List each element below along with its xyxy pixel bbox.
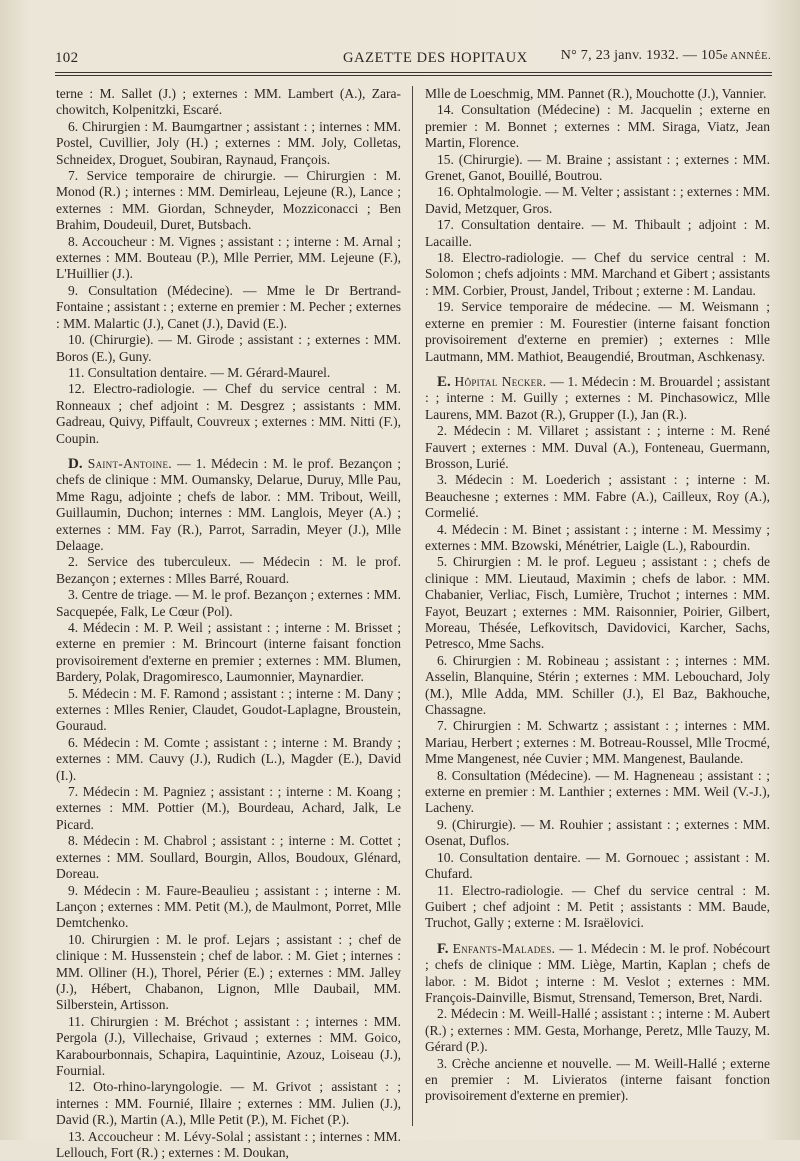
paragraph: 15. (Chirurgie). — M. Braine ; assistant : ; externes : MM. Grenet, Ganot, Bouillé, Boutrou. [425, 151, 770, 184]
paragraph: 12. Oto-rhino-laryngologie. — M. Grivot ; assistant : ; internes : MM. Fournié, Illaire ; externes : MM. Julien (J.), David (R.), Martin (A.), Mlle Petit (P.), M. Fichet (P.). [56, 1079, 401, 1128]
paragraph: 2. Service des tuberculeux. — Médecin : M. le prof. Bezançon ; externes : Mlles Barré, Rouard. [56, 554, 401, 586]
paragraph: 10. Consultation dentaire. — M. Gornouec ; assistant : M. Chufard. [425, 849, 770, 882]
section-letter: F. [437, 940, 449, 957]
paragraph: terne : M. Sallet (J.) ; externes : MM. Lambert (A.), Zara-chowitch, Kolpenitzki, Escaré. [56, 86, 401, 118]
hospital-name: Saint-Antoine. [87, 455, 172, 471]
paragraph: 12. Electro-radiologie. — Chef du service central : M. Ronneaux ; chef adjoint : M. Desgrez ; assistants : MM. Gadreau, Quivy, Piffault, Couvreux ; externes : MM. Nitti (F.), Coupin. [56, 381, 401, 446]
issue-year-suffix: e ANNÉE. [722, 51, 771, 62]
issue-date: N° 7, 23 janv. 1932. — 105 [560, 48, 723, 63]
paragraph: 13. Accoucheur : M. Lévy-Solal ; assistant : ; internes : MM. Lellouch, Fort (R.) ; externes : M. Doukan, [56, 1128, 401, 1160]
paragraph: 4. Médecin : M. Binet ; assistant : ; interne : M. Messimy ; externes : MM. Bzowski, Ménétrier, Laigle (L.), Rabourdin. [425, 521, 770, 553]
paragraph: Mlle de Loeschmig, MM. Pannet (R.), Mouchotte (J.), Vannier. [425, 86, 767, 101]
paragraph: 9. (Chirurgie). — M. Rouhier ; assistant : ; externes : MM. Osenat, Duflos. [425, 816, 770, 849]
section-text: — 1. Médecin : M. le prof. Nobécourt ; chefs de clinique : MM. Liège, Martin, Kaplan ; chefs de labor. : M. Bidot ; interne : M. Veslot ; externes : MM. François-Dainville, Bismut, Strensand, Temerson, Bret, Nardi. [425, 940, 771, 1005]
header-rule-bottom [55, 75, 772, 76]
section-letter: D. [68, 455, 83, 472]
paragraph: 3. Crèche ancienne et nouvelle. — M. Weill-Hallé ; externe en premier : M. Livieratos (interne faisant fonction provisoirement d'externe en premier). [425, 1055, 770, 1104]
page-header [55, 44, 771, 66]
section-d [56, 456, 401, 554]
paragraph: 18. Electro-radiologie. — Chef du service central : M. Solomon ; chefs adjoints : MM. Marchand et Gibert ; assistants : MM. Corbier, Proust, Jandel, Tribout ; externe : M. Landau. [425, 250, 770, 298]
paragraph: 9. Médecin : M. Faure-Beaulieu ; assistant : ; interne : M. Lançon ; externes : MM. Petit (M.), de Maulmont, Porret, Mlle Demtchenko. [56, 882, 401, 931]
paragraph: 5. Médecin : M. F. Ramond ; assistant : ; interne : M. Dany ; externes : Mlles Renier, Claudet, Goudot-Laplagne, Broustein, Gouraud. [56, 685, 401, 734]
paragraph: 11. Consultation dentaire. — M. Gérard-Maurel. [68, 364, 331, 380]
hospital-name: Enfants-Malades. [452, 940, 556, 956]
paragraph: 11. Electro-radiologie. — Chef du service central : M. Guibert ; chef adjoint : M. Petit ; assistants : MM. Baude, Truchot, Gally ; externe : M. Israëlovici. [425, 882, 770, 931]
paragraph: 9. Consultation (Médecine). — Mme le Dr Bertrand-Fontaine ; assistant : ; externe en premier : M. Pecher ; externes : MM. Malartic (J.), Canet (J.), David (E.). [56, 282, 401, 331]
hospital-name: Hôpital Necker. [454, 373, 547, 389]
page-number: 102 [55, 50, 79, 66]
right-column [425, 86, 770, 1105]
section-e [425, 374, 770, 423]
paragraph: 6. Chirurgien : M. Baumgartner ; assistant : ; internes : MM. Postel, Cuvillier, Joly (H.) ; externes : MM. Joly, Colletas, Schneidex, Droguet, Soubiran, Raynaud, François. [56, 118, 401, 167]
left-column [56, 86, 401, 1161]
paragraph: 3. Centre de triage. — M. le prof. Bezançon ; externes : MM. Sacquepée, Falk, Le Cœur (Pol). [56, 587, 401, 619]
paragraph: 16. Ophtalmologie. — M. Velter ; assistant : ; externes : MM. David, Metzquer, Gros. [425, 184, 770, 216]
paragraph: 19. Service temporaire de médecine. — M. Weismann ; externe en premier : M. Fourestier (interne faisant fonction provisoirement d'externe en premier) ; externes : Mlle Lautmann, MM. Mathiot, Beaugendié, Broutman, Aschkenasy. [425, 299, 770, 364]
paragraph: 7. Service temporaire de chirurgie. — Chirurgien : M. Monod (R.) ; internes : MM. Demirleau, Lejeune (R.), Lance ; externes : MM. Giordan, Schneyder, Mozziconacci ; Ben Brahim, Doudeuil, Duret, Butsbach. [56, 168, 401, 233]
publication-title: GAZETTE DES HOPITAUX [343, 50, 528, 66]
paragraph: 8. Accoucheur : M. Vignes ; assistant : ; interne : M. Arnal ; externes : MM. Bouteau (P.), Mlle Perrier, MM. Lejeune (F.), L'Huillier (J.). [56, 233, 401, 282]
paragraph: 17. Consultation dentaire. — M. Thibault ; adjoint : M. Lacaille. [425, 217, 770, 249]
paragraph: 8. Consultation (Médecine). — M. Hagneneau ; assistant : ; externe en premier : M. Lanthier ; externes : MM. Weil (V.-J.), Lacheny. [425, 767, 770, 816]
paragraph: 7. Chirurgien : M. Schwartz ; assistant : ; internes : MM. Mariau, Herbert ; externes : M. Botreau-Roussel, Mlle Trocmé, Mme Mangenest, née Cuvier ; MM. Mangenest, Baulande. [425, 718, 770, 767]
paragraph: 6. Médecin : M. Comte ; assistant : ; interne : M. Brandy ; externes : MM. Cauvy (J.), Rudich (L.), Magder (E.), David (I.). [56, 734, 401, 783]
paragraph: 10. Chirurgien : M. le prof. Lejars ; assistant : ; chef de clinique : M. Hussenstein ; chef de labor. : M. Giet ; internes : MM. Olliner (H.), Thorel, Périer (E.) ; externes : MM. Jalley (J.), Hébert, Chabanon, Lignon, Mlle Daubail, MM. Silberstein, Artisson. [56, 931, 401, 1013]
section-f [425, 941, 770, 1007]
paragraph: 5. Chirurgien : M. le prof. Legueu ; assistant : ; chefs de clinique : MM. Lieutaud, Maximin ; chefs de labor. : MM. Chabanier, Verliac, Fisch, Lumière, Truchot ; internes : MM. Fayot, Beuzart ; externes : MM. Raisonnier, Poirier, Gilbert, Moreau, Thésée, Lefkovitsch, Davidovici, Karcher, Sachs, Petresco, Mme Sachs. [425, 554, 770, 652]
paragraph: 10. (Chirurgie). — M. Girode ; assistant : ; externes : MM. Boros (E.), Guny. [56, 332, 401, 364]
issue-info [561, 48, 771, 64]
paragraph: 3. Médecin : M. Loederich ; assistant : ; interne : M. Beauchesne ; externes : MM. Fabre (A.), Cailleux, Roy (A.), Cormelié. [425, 472, 770, 521]
paragraph: 8. Médecin : M. Chabrol ; assistant : ; interne : M. Cottet ; externes : MM. Soullard, Bourgin, Allos, Boudoux, Glénard, Doreau. [56, 833, 401, 882]
header-rule-top [55, 72, 772, 73]
paragraph: 2. Médecin : M. Villaret ; assistant : ; interne : M. René Fauvert ; externes : MM. Duval (A.), Fonteneau, Guermann, Brosson, Lurié. [425, 423, 770, 471]
paragraph: 11. Chirurgien : M. Bréchot ; assistant : ; internes : MM. Pergola (J.), Villechaise, Grivaud ; externes : MM. Goico, Karabourbonnais, Schapira, Laquintinie, Azouz, Loiseau (J.), Fournial. [56, 1013, 401, 1078]
paragraph: 14. Consultation (Médecine) : M. Jacquelin ; externe en premier : M. Bonnet ; externes : MM. Siraga, Viatz, Jean Martin, Florence. [425, 102, 770, 151]
paragraph: 6. Chirurgien : M. Robineau ; assistant : ; internes : MM. Asselin, Blanquine, Stérin ; externes : MM. Lebouchard, Joly (M.), Mlle Adda, MM. Schiller (J.), El Baz, Bakhouche, Chassagne. [425, 652, 770, 718]
paragraph: 7. Médecin : M. Pagniez ; assistant : ; interne : M. Koang ; externes : MM. Pottier (M.), Bourdeau, Achard, Jalk, Le Picard. [56, 784, 401, 832]
paragraph: 2. Médecin : M. Weill-Hallé ; assistant : ; interne : M. Aubert (R.) ; externes : MM. Gesta, Morhange, Peretz, Mlle Tauzy, M. Gérard (P.). [425, 1006, 770, 1055]
section-text: — 1. Médecin : M. le prof. Bezançon ; chefs de clinique : MM. Oumansky, Delarue, Duruy, Mlle Pau, Mme Ragu, adjointe ; chefs de labor. : MM. Tribout, Weill, Guillaumin, Duchon; internes : MM. Langlois, Meyer (A.) ; externes : MM. Fay (R.), Parrot, Sarradin, Meyer (J.), Mlle Delaage. [56, 455, 401, 553]
section-letter: E. [437, 373, 451, 390]
column-divider [412, 86, 413, 1126]
section-text: — 1. Médecin : M. Brouardel ; assistant : ; interne : M. Guilly ; externes : M. Pinchasowicz, Mlle Laurens, MM. Bazot (R.), Grupper (I.), Jan (R.). [425, 373, 771, 422]
paragraph: 4. Médecin : M. P. Weil ; assistant : ; interne : M. Brisset ; externe en premier : M. Brincourt (interne faisant fonction provisoirement d'externe en premier ; externes : MM. Blumen, Bardery, Polak, Dragomiresco, Laumonnier, Maynardier. [56, 620, 401, 685]
